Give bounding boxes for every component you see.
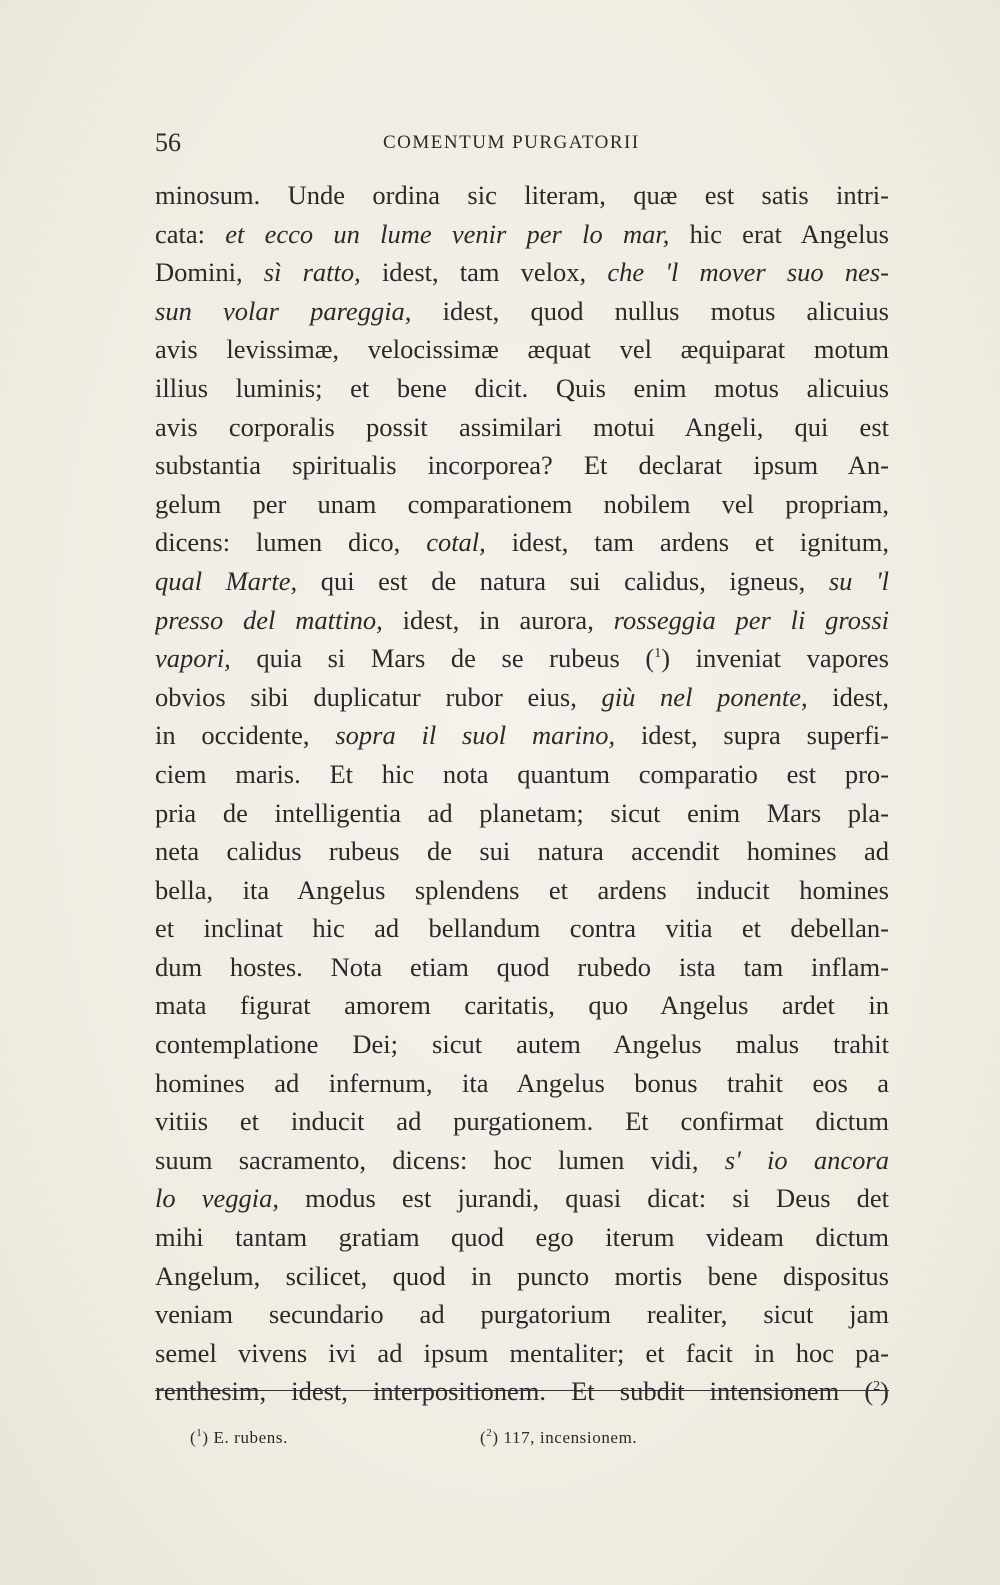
text-segment: et inclinat hic ad bellandum contra vitia et debellan- [155,913,889,944]
footnote-rule [155,1390,889,1391]
text-segment: renthesim, idest, interpositionem. Et subdit intensionem ( [155,1376,874,1407]
text-segment: idest, quod nullus motus alicuius [411,295,889,326]
text-segment: dicens: lumen dico, [155,527,427,558]
text-line [155,794,889,833]
text-line [155,1334,889,1373]
text-segment: substantia spiritualis incorporea? Et declarat ipsum An- [155,450,889,481]
text-segment: mihi tantam gratiam quod ego iterum videam dictum [155,1222,889,1253]
footnote-2: ($^2$) 117, incensionem. [480,1427,638,1447]
text-line [155,1218,889,1257]
italic-quote: presso del mattino, [155,604,383,635]
text-segment: obvios sibi duplicatur rubor eius, [155,681,602,712]
italic-quote: s' io ancora [724,1144,889,1175]
text-segment: ) [880,1376,889,1407]
italic-quote: che 'l mover suo nes- [607,257,889,288]
italic-quote: rosseggia per li grossi [613,604,889,635]
text-line [155,562,889,601]
text-line [155,253,889,292]
italic-quote: cotal, [426,527,486,558]
text-segment: ciem maris. Et hic nota quantum comparatio est pro- [155,758,889,789]
text-segment: quia si Mars de se rubeus ( [230,643,655,674]
text-segment: in occidente, [155,720,336,751]
italic-quote: sì ratto, [263,257,361,288]
text-line [155,485,889,524]
text-line [155,215,889,254]
text-segment: ) inveniat vapores [661,643,889,674]
text-segment: homines ad infernum, ita Angelus bonus trahit eos a [155,1067,889,1098]
text-segment: idest, supra superfi- [615,720,889,751]
text-line [155,678,889,717]
text-line [155,1295,889,1334]
text-line [155,369,889,408]
italic-quote: sopra il suol marino, [335,720,616,751]
text-line [155,446,889,485]
italic-quote: giù nel ponente, [601,681,808,712]
text-segment: hic erat Angelus [669,218,889,249]
footnote-marker: 1 [654,646,662,662]
footnote-1: ($^1$) E. rubens. [190,1427,288,1447]
text-segment: pria de intelligentia ad planetam; sicut enim Mars pla- [155,797,889,828]
text-segment: avis corporalis possit assimilari motui Angeli, qui est [155,411,889,442]
text-segment: gelum per unam comparationem nobilem vel propriam, [155,488,889,519]
text-line [155,755,889,794]
text-line [155,716,889,755]
text-segment: bella, ita Angelus splendens et ardens inducit homines [155,874,889,905]
page-number: 56 [155,128,181,157]
text-line [155,948,889,987]
text-line [155,1179,889,1218]
text-segment: minosum. Unde ordina sic literam, quæ est satis intri- [155,180,889,210]
text-line [155,330,889,369]
text-line [155,1257,889,1296]
text-line [155,909,889,948]
italic-quote: lo veggia, [155,1183,279,1214]
text-line [155,523,889,562]
text-line [155,986,889,1025]
text-segment: modus est jurandi, quasi dicat: si Deus det [279,1183,889,1214]
text-segment: idest, tam ardens et ignitum, [485,527,889,558]
text-line [155,1141,889,1180]
text-segment: vitiis et inducit ad purgationem. Et confirmat dictum [155,1106,889,1137]
text-segment: semel vivens ivi ad ipsum mentaliter; et facit in hoc pa- [155,1337,889,1368]
text-line [155,1102,889,1141]
text-segment: contemplatione Dei; sicut autem Angelus malus trahit [155,1029,889,1060]
main-text [155,176,889,1411]
italic-quote: qual Marte, [155,565,298,596]
text-line [155,1025,889,1064]
text-segment: Angelum, scilicet, quod in puncto mortis bene dispositus [155,1260,889,1291]
text-line [155,408,889,447]
italic-quote: sun volar pareggia, [155,295,412,326]
text-segment: cata: [155,218,226,249]
text-line [155,871,889,910]
text-segment: avis levissimæ, velocissimæ æquat vel æquiparat motum [155,334,889,365]
text-line [155,832,889,871]
italic-quote: et ecco un lume venir per lo mar, [225,218,670,249]
text-segment: idest, tam velox, [360,257,608,288]
text-segment: illius luminis; et bene dicit. Quis enim motus alicuius [155,372,889,403]
text-segment: mata figurat amorem caritatis, quo Angelus ardet in [155,990,889,1021]
text-line [155,601,889,640]
text-segment: idest, [807,681,889,712]
running-head: COMENTUM PURGATORII [383,132,640,153]
text-segment: idest, in aurora, [382,604,614,635]
text-segment: neta calidus rubeus de sui natura accendit homines ad [155,836,889,867]
italic-quote: su 'l [828,565,889,596]
text-line [155,176,889,215]
footnote-marker: 2 [873,1379,881,1395]
page-header [155,128,889,160]
text-line [155,1372,889,1411]
text-line [155,292,889,331]
text-line [155,639,889,678]
text-segment: qui est de natura sui calidus, igneus, [297,565,829,596]
text-segment: dum hostes. Nota etiam quod rubedo ista tam inflam- [155,951,889,982]
text-segment: Domini, [155,257,264,288]
italic-quote: vapori, [155,643,231,674]
text-segment: suum sacramento, dicens: hoc lumen vidi, [155,1144,725,1175]
text-line [155,1064,889,1103]
text-segment: veniam secundario ad purgatorium realiter, sicut jam [155,1299,889,1330]
